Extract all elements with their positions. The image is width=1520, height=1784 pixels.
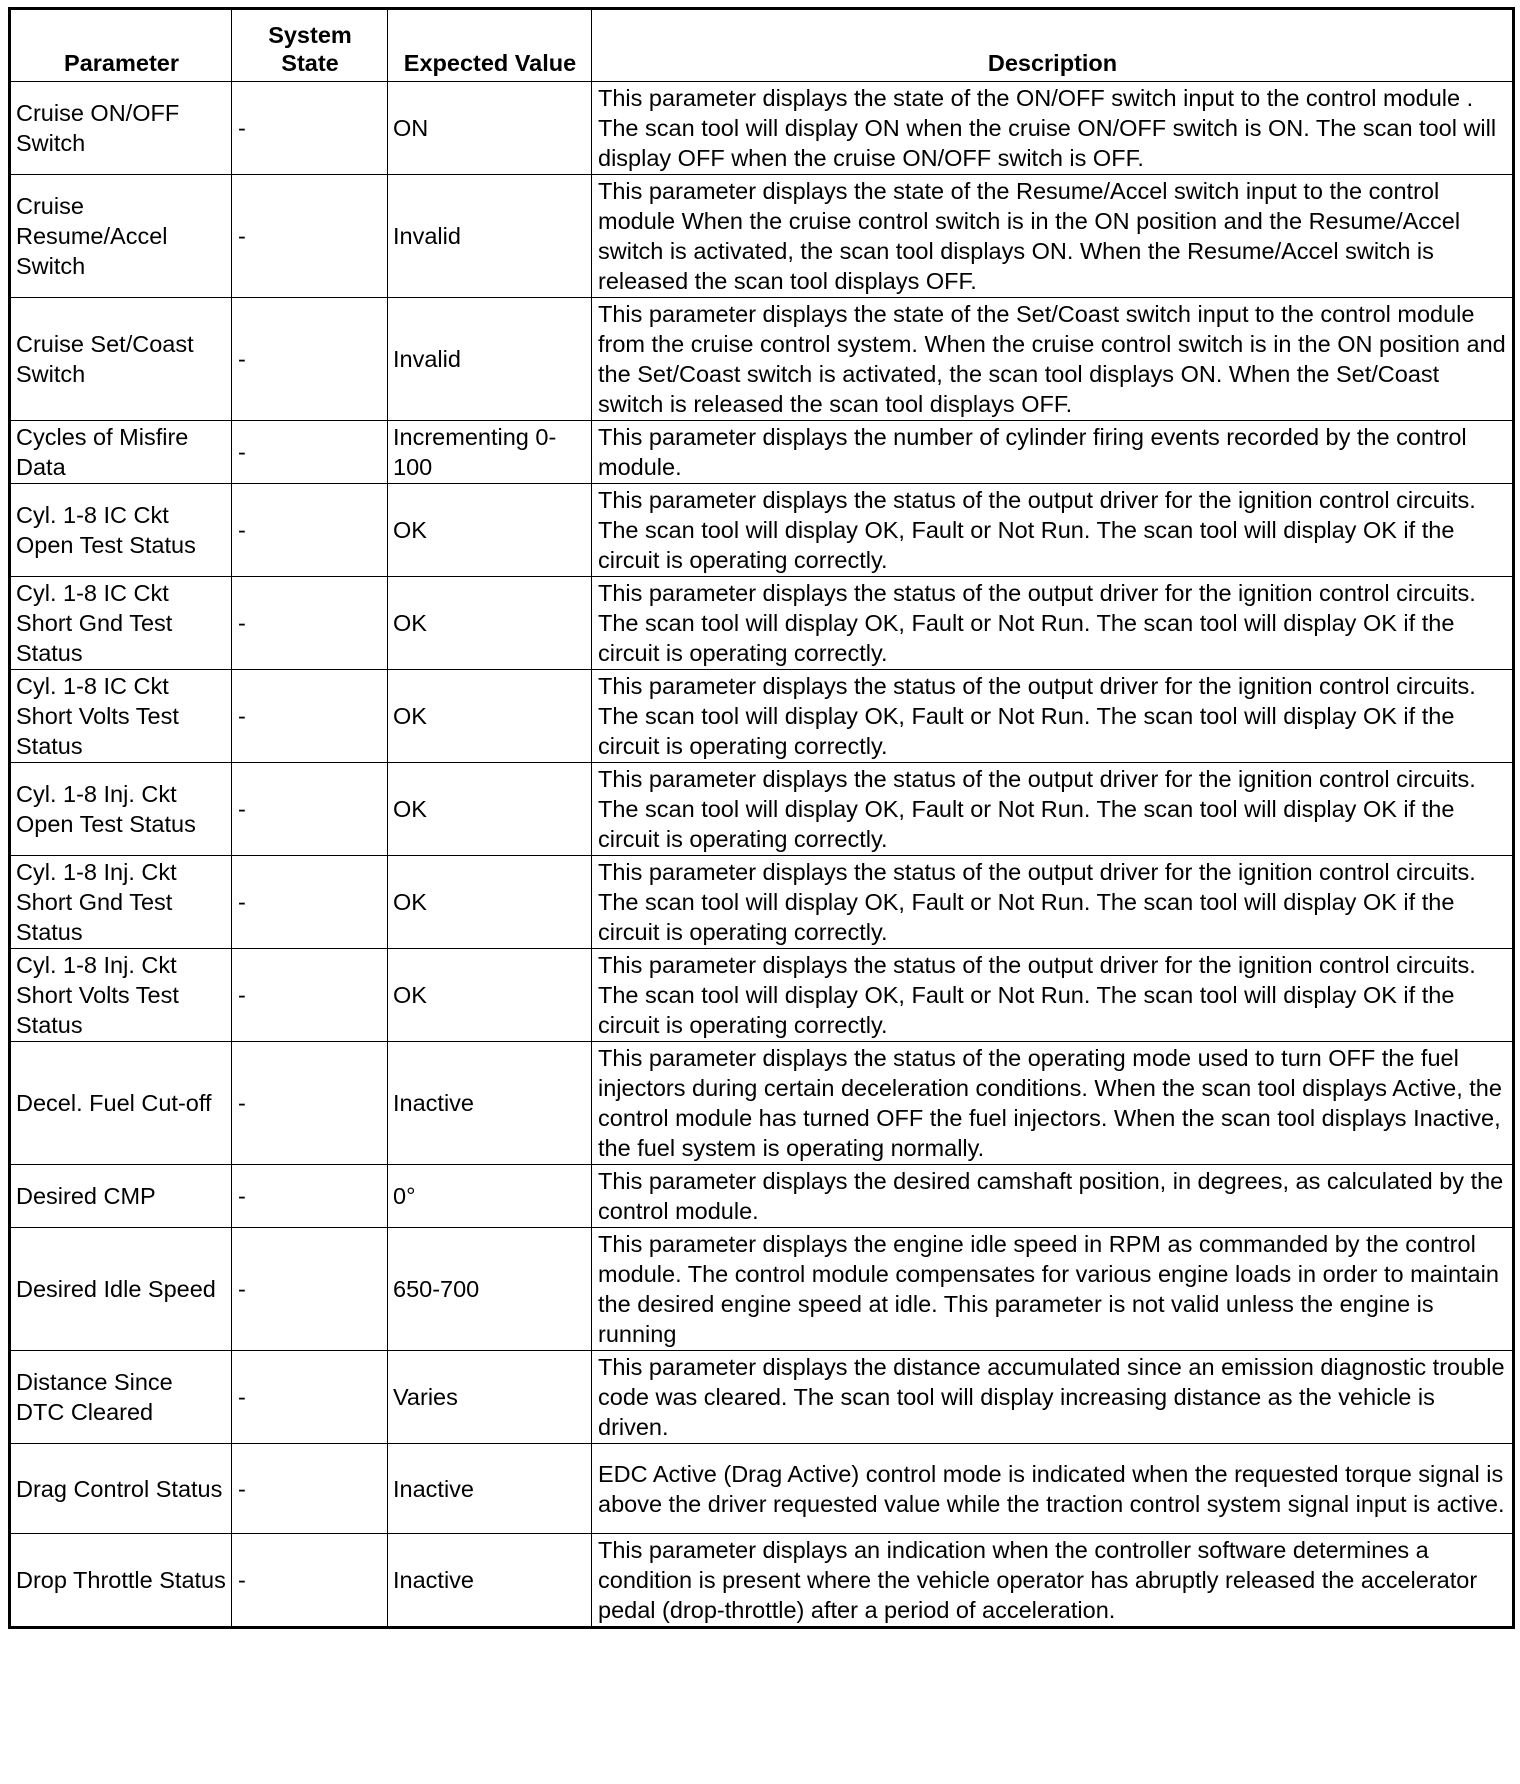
table-row [10, 175, 1514, 298]
cell-description: This parameter displays the status of the output driver for the ignition control circuits. The scan tool will display OK, Fault or Not Run. The scan tool will display OK if the circuit is operating correctly. [592, 577, 1514, 670]
table-row [10, 1042, 1514, 1165]
cell-system-state: - [232, 82, 388, 175]
table-row [10, 949, 1514, 1042]
table-row [10, 484, 1514, 577]
parameter-table [8, 7, 1515, 1629]
cell-system-state: - [232, 577, 388, 670]
table-row [10, 421, 1514, 484]
table-body [10, 82, 1514, 1628]
header-parameter: Parameter [10, 9, 232, 82]
cell-expected-value: Inactive [388, 1534, 592, 1628]
cell-system-state: - [232, 1534, 388, 1628]
cell-parameter: Cruise Resume/Accel Switch [10, 175, 232, 298]
cell-system-state: - [232, 1165, 388, 1228]
table-row [10, 1165, 1514, 1228]
cell-parameter: Cyl. 1-8 Inj. Ckt Open Test Status [10, 763, 232, 856]
cell-system-state: - [232, 175, 388, 298]
cell-parameter: Decel. Fuel Cut-off [10, 1042, 232, 1165]
cell-parameter: Cycles of Misfire Data [10, 421, 232, 484]
cell-parameter: Cruise Set/Coast Switch [10, 298, 232, 421]
table-row [10, 763, 1514, 856]
cell-system-state: - [232, 856, 388, 949]
cell-description: This parameter displays the state of the ON/OFF switch input to the control module . The scan tool will display ON when the cruise ON/OFF switch is ON. The scan tool will display OFF when the cruise ON/OFF switch is OFF. [592, 82, 1514, 175]
header-expected-value: Expected Value [388, 9, 592, 82]
cell-description: This parameter displays the status of the output driver for the ignition control circuits. The scan tool will display OK, Fault or Not Run. The scan tool will display OK if the circuit is operating correctly. [592, 670, 1514, 763]
cell-system-state: - [232, 1228, 388, 1351]
cell-parameter: Cyl. 1-8 IC Ckt Short Volts Test Status [10, 670, 232, 763]
cell-system-state: - [232, 763, 388, 856]
table-row [10, 1534, 1514, 1628]
cell-description: This parameter displays the status of the output driver for the ignition control circuits. The scan tool will display OK, Fault or Not Run. The scan tool will display OK if the circuit is operating correctly. [592, 949, 1514, 1042]
cell-system-state: - [232, 670, 388, 763]
header-description: Description [592, 9, 1514, 82]
cell-expected-value: OK [388, 577, 592, 670]
cell-parameter: Cyl. 1-8 IC Ckt Short Gnd Test Status [10, 577, 232, 670]
cell-description: This parameter displays the number of cylinder firing events recorded by the control module. [592, 421, 1514, 484]
cell-description: This parameter displays the status of the output driver for the ignition control circuits. The scan tool will display OK, Fault or Not Run. The scan tool will display OK if the circuit is operating correctly. [592, 763, 1514, 856]
cell-parameter: Desired Idle Speed [10, 1228, 232, 1351]
cell-expected-value: OK [388, 484, 592, 577]
cell-description: This parameter displays the state of the Resume/Accel switch input to the control module When the cruise control switch is in the ON position and the Resume/Accel switch is activated, the scan tool displays ON. When the Resume/Accel switch is released the scan tool displays OFF. [592, 175, 1514, 298]
cell-description: This parameter displays the status of the operating mode used to turn OFF the fuel injectors during certain deceleration conditions. When the scan tool displays Active, the control module has turned OFF the fuel injectors. When the scan tool displays Inactive, the fuel system is operating normally. [592, 1042, 1514, 1165]
cell-description: EDC Active (Drag Active) control mode is indicated when the requested torque signal is above the driver requested value while the traction control system signal input is active. [592, 1444, 1514, 1534]
cell-expected-value: Inactive [388, 1042, 592, 1165]
table-row [10, 670, 1514, 763]
table-row [10, 856, 1514, 949]
table-row [10, 577, 1514, 670]
cell-description: This parameter displays the state of the Set/Coast switch input to the control module from the cruise control system. When the cruise control switch is in the ON position and the Set/Coast switch is activated, the scan tool displays ON. When the Set/Coast switch is released the scan tool displays OFF. [592, 298, 1514, 421]
cell-parameter: Drop Throttle Status [10, 1534, 232, 1628]
cell-system-state: - [232, 1042, 388, 1165]
cell-parameter: Cyl. 1-8 Inj. Ckt Short Volts Test Status [10, 949, 232, 1042]
parameter-table-container [8, 7, 1515, 1629]
table-row [10, 82, 1514, 175]
cell-description: This parameter displays the distance accumulated since an emission diagnostic trouble code was cleared. The scan tool will display increasing distance as the vehicle is driven. [592, 1351, 1514, 1444]
header-row [10, 9, 1514, 82]
cell-parameter: Cyl. 1-8 Inj. Ckt Short Gnd Test Status [10, 856, 232, 949]
cell-expected-value: 650-700 [388, 1228, 592, 1351]
cell-system-state: - [232, 484, 388, 577]
cell-system-state: - [232, 949, 388, 1042]
cell-description: This parameter displays the desired camshaft position, in degrees, as calculated by the control module. [592, 1165, 1514, 1228]
cell-system-state: - [232, 1444, 388, 1534]
cell-parameter: Cyl. 1-8 IC Ckt Open Test Status [10, 484, 232, 577]
cell-expected-value: Varies [388, 1351, 592, 1444]
cell-expected-value: OK [388, 763, 592, 856]
cell-parameter: Desired CMP [10, 1165, 232, 1228]
cell-parameter: Cruise ON/OFF Switch [10, 82, 232, 175]
table-row [10, 1228, 1514, 1351]
cell-expected-value: Invalid [388, 175, 592, 298]
cell-parameter: Distance Since DTC Cleared [10, 1351, 232, 1444]
cell-expected-value: ON [388, 82, 592, 175]
cell-description: This parameter displays the status of the output driver for the ignition control circuits. The scan tool will display OK, Fault or Not Run. The scan tool will display OK if the circuit is operating correctly. [592, 856, 1514, 949]
header-system-state: System State [232, 9, 388, 82]
cell-description: This parameter displays an indication when the controller software determines a condition is present where the vehicle operator has abruptly released the accelerator pedal (drop-throttle) after a period of acceleration. [592, 1534, 1514, 1628]
cell-expected-value: OK [388, 949, 592, 1042]
table-row [10, 1351, 1514, 1444]
cell-expected-value: Invalid [388, 298, 592, 421]
cell-expected-value: 0° [388, 1165, 592, 1228]
cell-expected-value: Incrementing 0-100 [388, 421, 592, 484]
cell-expected-value: OK [388, 670, 592, 763]
cell-expected-value: Inactive [388, 1444, 592, 1534]
cell-system-state: - [232, 421, 388, 484]
table-row [10, 298, 1514, 421]
table-row [10, 1444, 1514, 1534]
cell-description: This parameter displays the status of the output driver for the ignition control circuits. The scan tool will display OK, Fault or Not Run. The scan tool will display OK if the circuit is operating correctly. [592, 484, 1514, 577]
cell-expected-value: OK [388, 856, 592, 949]
cell-parameter: Drag Control Status [10, 1444, 232, 1534]
cell-system-state: - [232, 298, 388, 421]
cell-description: This parameter displays the engine idle speed in RPM as commanded by the control module. The control module compensates for various engine loads in order to maintain the desired engine speed at idle. This parameter is not valid unless the engine is running [592, 1228, 1514, 1351]
cell-system-state: - [232, 1351, 388, 1444]
